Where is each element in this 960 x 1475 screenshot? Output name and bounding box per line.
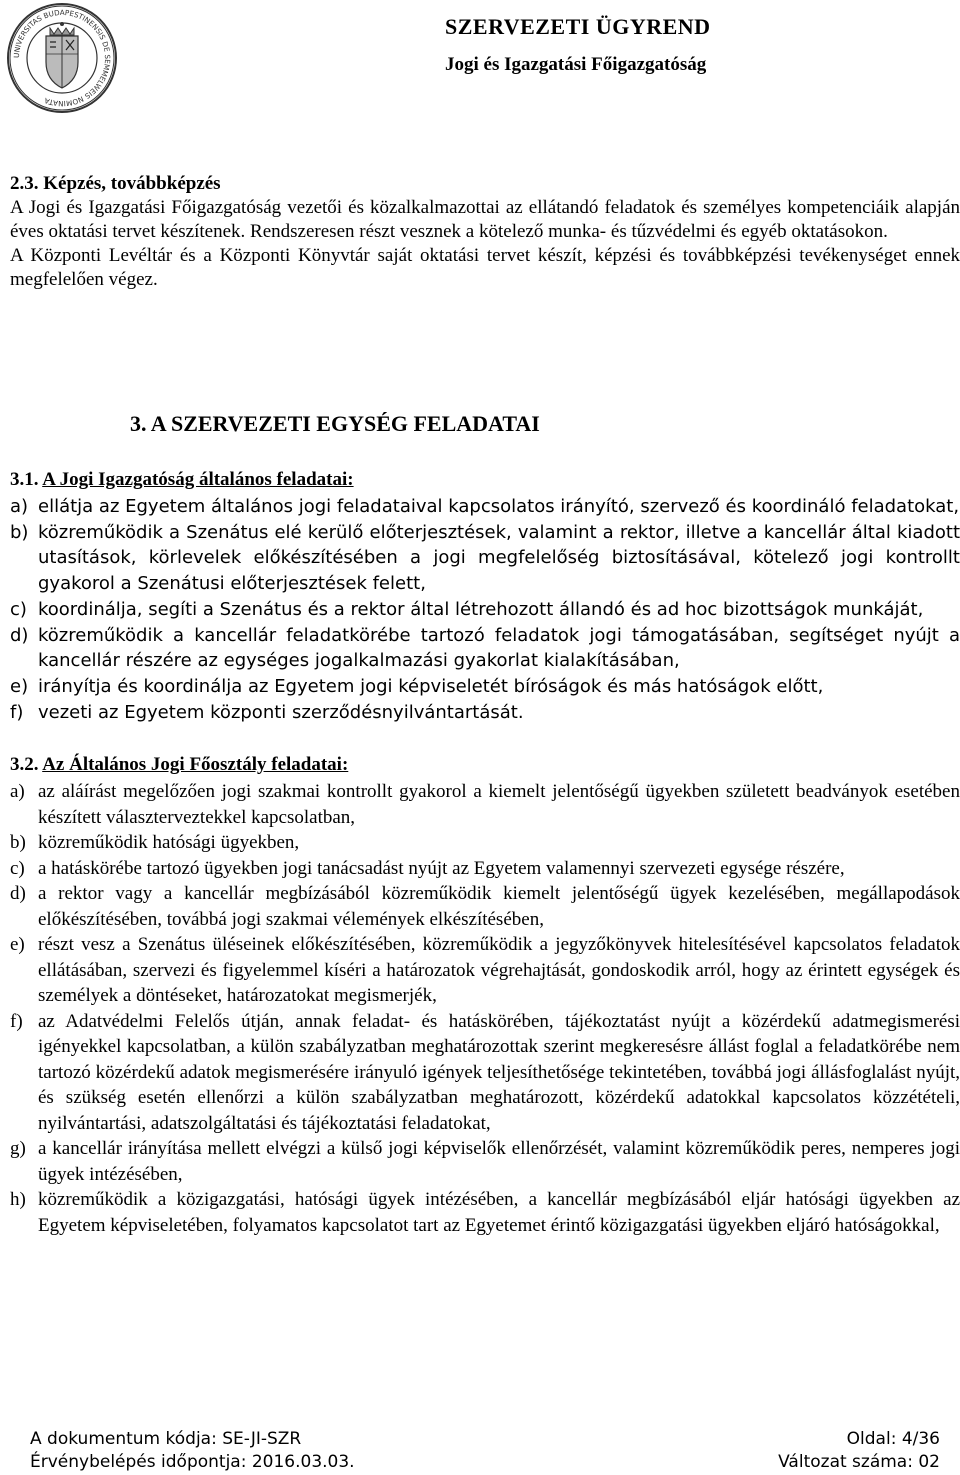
section-2-3-paragraph-2: A Központi Levéltár és a Központi Könyvtár saját oktatási tervet készít, képzési és továbbképzési tevékenységet ennek megfelelően végez. bbox=[10, 245, 960, 290]
list-item: c) koordinálja, segíti a Szenátus és a rektor által létrehozott állandó és ad hoc bizottságok munkáját, bbox=[10, 598, 924, 620]
footer-effective-date: Érvénybelépés időpontja: 2016.03.03. bbox=[30, 1452, 355, 1472]
section-3-1-list bbox=[10, 494, 960, 725]
footer-row-1 bbox=[30, 1429, 940, 1449]
section-3-2-heading bbox=[10, 753, 960, 777]
section-3-heading: 3. A SZERVEZETI EGYSÉG FELADATAI bbox=[130, 411, 540, 436]
document-subtitle: Jogi és Igazgatási Főigazgatóság bbox=[445, 54, 707, 75]
section-2-3-paragraph-1: A Jogi és Igazgatási Főigazgatóság vezetői és közalkalmazottai az ellátandó feladatok és személyes kompetenciáik alapján éves oktatási tervet készítenek. Rendszeresen részt vesznek a kötelező munka- és tűzvédelmi és egyéb oktatásokon. bbox=[10, 197, 960, 242]
footer-doc-code: A dokumentum kódja: SE-JI-SZR bbox=[30, 1429, 302, 1449]
list-item: a) ellátja az Egyetem általános jogi feladataival kapcsolatos irányító, szervező és koordináló feladatokat, bbox=[10, 496, 960, 517]
document-title: SZERVEZETI ÜGYREND bbox=[445, 14, 711, 39]
list-item: e) irányítja és koordinálja az Egyetem jogi képviseletét bíróságok és más hatóságok előtt, bbox=[10, 675, 824, 697]
list-item: a) az aláírást megelőzően jogi szakmai kontrollt gyakorol a kiemelt jelentőségű ügyekben született beadványok esetében készített választerveztekkel kapcsolatban, bbox=[10, 781, 960, 828]
list-item: g) a kancellár irányítása mellett elvégzi a külső jogi képviselők ellenőrzését, valamint közreműködik peres, nemperes jogi ügyek intézésében, bbox=[10, 1138, 960, 1185]
footer-version: Változat száma: 02 bbox=[778, 1452, 940, 1472]
seal-text: UNIVERSITAS BUDAPESTINENSIS DE SEMMELWEIS NOMINATA bbox=[11, 7, 113, 109]
section-3-2-number: 3.2. bbox=[10, 754, 39, 776]
list-item: f) vezeti az Egyetem központi szerződésnyilvántartását. bbox=[10, 701, 524, 723]
list-item: d) közreműködik a kancellár feladatkörébe tartozó feladatok jogi támogatásában, segítséget nyújt a kancellár részére az egységes jogalkalmazási gyakorlat kialakításában, bbox=[10, 624, 960, 672]
list-item: c) a hatáskörébe tartozó ügyekben jogi tanácsadást nyújt az Egyetem valamennyi szervezeti egysége részére, bbox=[10, 857, 845, 879]
section-3-1-number: 3.1. bbox=[10, 469, 39, 490]
section-3-2-title: Az Általános Jogi Főosztály feladatai: bbox=[42, 754, 349, 776]
section-2-3-heading: 2.3. Képzés, továbbképzés bbox=[10, 173, 221, 194]
list-item: b) közreműködik hatósági ügyekben, bbox=[10, 832, 300, 854]
footer-page-number: Oldal: 4/36 bbox=[846, 1429, 940, 1449]
list-item: h) közreműködik a közigazgatási, hatósági ügyek intézésében, a kancellár megbízásából eljár hatósági ügyekben az Egyetem képviseletében, folyamatos kapcsolatot tart az Egyetemet érintő közigazgatási ügyekben eljáró hatóságokkal, bbox=[10, 1189, 960, 1236]
list-item: d) a rektor vagy a kancellár megbízásából közreműködik kiemelt jelentőségű ügyek kezelésében, megállapodások előkészítésében, továbbá jogi szakmai vélemények elkészítésében, bbox=[10, 883, 960, 930]
university-seal-icon bbox=[6, 2, 118, 114]
page-content bbox=[10, 172, 960, 1238]
list-item: b) közreműködik a Szenátus elé kerülő előterjesztések, valamint a rektor, illetve a kancellár által kiadott utasítások, körlevelek előkészítésében a jogi megfelelőség biztosításával, kötelező jogi kontrollt gyakorol a Szenátusi előterjesztések felett, bbox=[10, 521, 960, 595]
list-item: e) részt vesz a Szenátus üléseinek előkészítésében, közreműködik a jegyzőkönyvek hitelesítésével kapcsolatos feladatok ellátásában, szervezi és figyelemmel kíséri a határozatok végrehajtását, gondoskodik arról, hogy az érintett egységek és személyek a döntéseket, határozatokat megismerjék, bbox=[10, 934, 960, 1007]
section-3-1-heading bbox=[10, 468, 960, 492]
list-item: f) az Adatvédelmi Felelős útján, annak feladat- és hatáskörében, tájékoztatást nyújt a közérdekű adatmegismerési igényekkel kapcsolatban, a külön szabályzatban meghatározottak szerint megkeresésre állást foglal a feladatkörébe nem tartozó közérdekű adatok megismerésére irányuló igények teljesíthetősége tekintetében, továbbá jogi állásfoglalást nyújt, és szükség esetén ellenőrzi a külön szabályzatban meghatározott, közérdekű adatokkal kapcsolatos közzétételi, nyilvántartási, adatszolgáltatási és tájékoztatási feladatokat, bbox=[10, 1010, 960, 1134]
section-3-2-list bbox=[10, 779, 960, 1238]
footer-row-2 bbox=[30, 1452, 940, 1472]
section-3-1-title: A Jogi Igazgatóság általános feladatai: bbox=[42, 469, 354, 490]
